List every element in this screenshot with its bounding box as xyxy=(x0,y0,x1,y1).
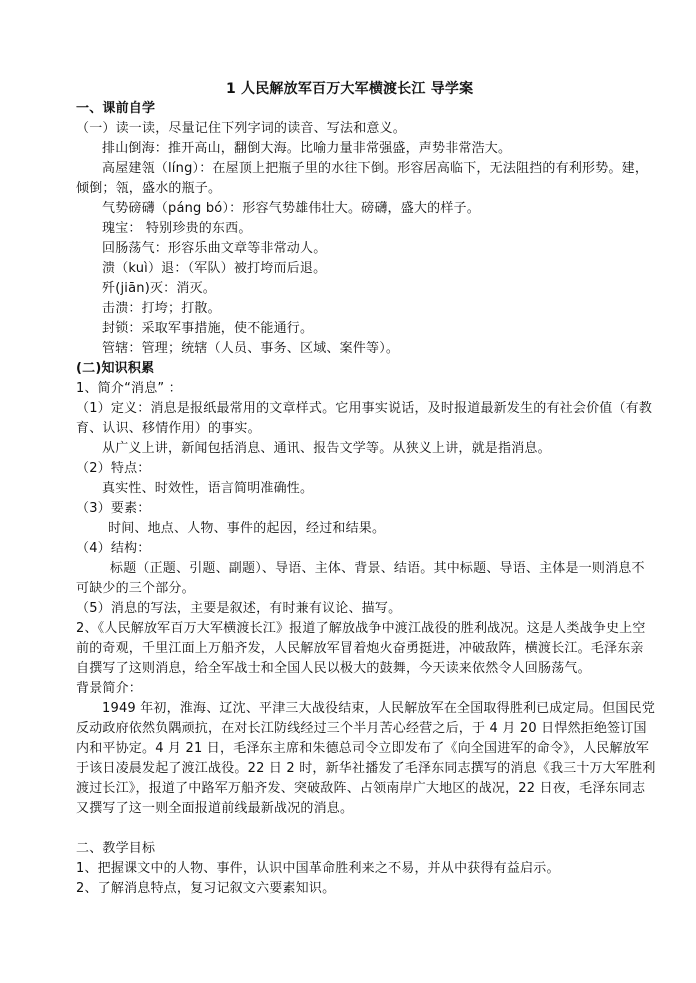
vocab-item: 排山倒海：推开高山，翻倒大海。比喻力量非常强盛，声势非常浩大。 xyxy=(102,141,512,156)
vocab-item: 高屋建瓴（líng）：在屋顶上把瓶子里的水往下倒。形容居高临下，无法阻挡的有利形势。建， xyxy=(102,161,649,176)
background-text: 又撰写了这一则全面报道前线最新战况的消息。 xyxy=(76,801,354,816)
paragraph: 1、简介“消息” ： xyxy=(76,381,182,396)
subsection-read: （一）读一读，尽量记住下列字词的读音、写法和意义。 xyxy=(76,121,407,136)
paragraph: （1）定义：消息是报纸最常用的文章样式。它用事实说话，及时报道最新发生的有社会价值（有教 xyxy=(76,401,653,416)
background-text: 于该日凌晨发起了渡江战役。22 日 2 时，新华社播发了毛泽东同志撰写的消息《我三十万大军胜利 xyxy=(76,761,656,776)
paragraph: （5）消息的写法，主要是叙述，有时兼有议论、描写。 xyxy=(76,601,402,616)
paragraph: （3）要素： xyxy=(76,501,151,516)
paragraph: 自撰写了这则消息，给全军战士和全国人民以极大的鼓舞，今天读来依然令人回肠荡气。 xyxy=(76,661,591,676)
paragraph: 从广义上讲，新闻包括消息、通讯、报告文学等。从狭义上讲，就是指消息。 xyxy=(102,441,551,456)
vocab-item: 气势磅礴（páng bó）：形容气势雄伟壮大。磅礴，盛大的样子。 xyxy=(102,201,480,216)
vocab-item: 封锁：采取军事措施，使不能通行。 xyxy=(102,321,314,336)
teaching-goal: 1、把握课文中的人物、事件，认识中国革命胜利来之不易，并从中获得有益启示。 xyxy=(76,861,560,876)
paragraph: 2、《人民解放军百万大军横渡长江》报道了解放战争中渡江战役的胜利战况。这是人类战争史上空 xyxy=(76,621,646,636)
paragraph: 标题（正题、引题、副题）、导语、主体、背景、结语。其中标题、导语、主体是一则消息不 xyxy=(110,561,645,576)
paragraph: 时间、地点、人物、事件的起因，经过和结果。 xyxy=(108,521,386,536)
vocab-item-continued: 倾倒；瓴，盛水的瓶子。 xyxy=(76,181,222,196)
paragraph: （4）结构： xyxy=(76,541,151,556)
background-text: 内和平协定。4 月 21 日，毛泽东主席和朱德总司令立即发布了《向全国进军的命令》，人民解放军 xyxy=(76,741,650,756)
paragraph: 育、认识、移情作用）的事实。 xyxy=(76,421,261,436)
paragraph: 可缺少的三个部分。 xyxy=(76,581,195,596)
background-label: 背景简介： xyxy=(76,681,143,696)
vocab-item: 击溃：打垮；打散。 xyxy=(102,301,221,316)
background-text: 渡过长江》，报道了中路军万船齐发、突破敌阵、占领南岸广大地区的战况，22 日夜，毛泽东同志 xyxy=(76,781,646,796)
background-text: 反动政府依然负隅顽抗，在对长江防线经过三个半月苦心经营之后，于 4 月 20 日悍然拒绝签订国 xyxy=(76,721,647,736)
vocab-item: 溃（kuì）退：（军队）被打垮而后退。 xyxy=(102,261,327,276)
section-heading-teaching-goals: 二、教学目标 xyxy=(76,841,156,856)
teaching-goal: 2、了解消息特点，复习记叙文六要素知识。 xyxy=(76,881,336,896)
section-heading-self-study: 一、课前自学 xyxy=(76,101,156,116)
paragraph: （2）特点： xyxy=(76,461,151,476)
vocab-item: 回肠荡气：形容乐曲文章等非常动人。 xyxy=(102,241,327,256)
vocab-item: 瑰宝： 特别珍贵的东西。 xyxy=(102,221,252,236)
background-text: 1949 年初，淮海、辽沈、平津三大战役结束，人民解放军在全国取得胜利已成定局。但国民党 xyxy=(102,701,656,716)
subsection-knowledge: (二)知识积累 xyxy=(76,361,155,376)
document-title: 1 人民解放军百万大军横渡长江 导学案 xyxy=(226,81,474,97)
paragraph: 真实性、时效性，语言简明准确性。 xyxy=(102,481,314,496)
paragraph: 前的奇观，千里江面上万船齐发，人民解放军冒着炮火奋勇挺进，冲破敌阵，横渡长江。毛泽东亲 xyxy=(76,641,644,656)
vocab-item: 管辖：管理；统辖（人员、事务、区域、案件等）。 xyxy=(102,341,400,356)
vocab-item: 歼(jiān)灭：消灭。 xyxy=(102,281,216,296)
